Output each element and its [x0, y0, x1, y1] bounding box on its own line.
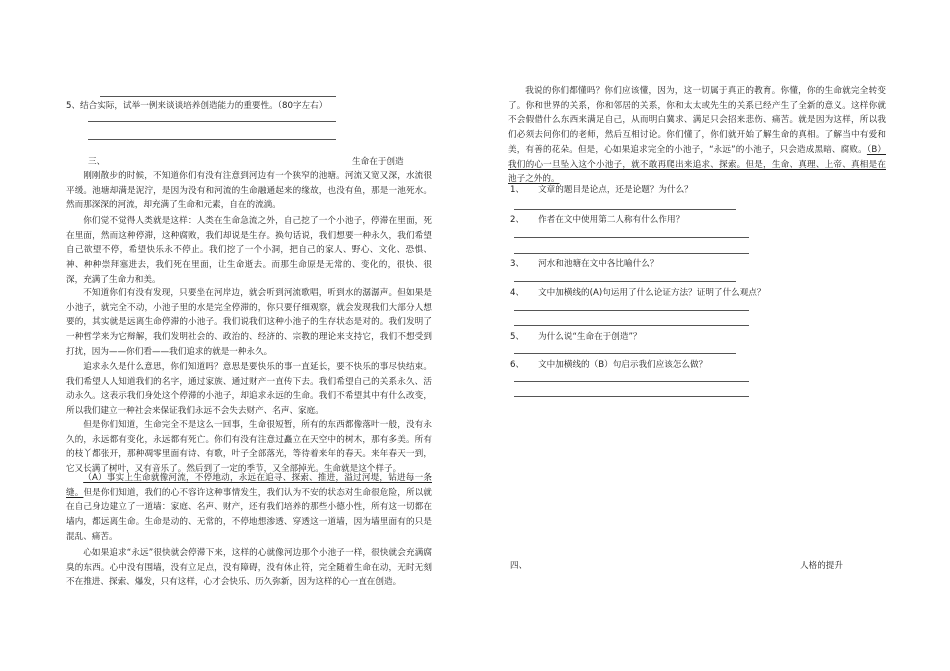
- answer-line: [514, 396, 749, 397]
- question-text: 文中加横线的（B）句启示我们应该怎么做？: [538, 360, 708, 370]
- paragraph-2: 你们觉不觉得人类就是这样：人类在生命急流之外，自己挖了一个小池子，停滞在里面，死在里面，然而这种停滞，这种腐败，我们却说是生存。换句话说，我们想要一种永久，我们希望自己欲望不停，希望快乐永不停止。我们挖了一个小洞，把自己的家人、野心、文化、恐惧、神、种种崇拜塞进去，我们死在里面，让生命逝去。而那生命原是无常的、变化的，很快、很深，充满了生命力和美。: [66, 216, 432, 285]
- paragraph-4: 追求永久是什么意思，你们知道吗？意思是要快乐的事一直延长，要不快乐的事尽快结束。我们希望人人知道我们的名字，通过家族、通过财产一直传下去。我们希望自己的关系永久、活动永久。这表示我们身处这个停滞的小池子，却追求永远的生命。我们不希望其中有什么改变，所以我们建立一种社会来保证我们永远不会失去财产、名声、家庭。: [66, 362, 432, 417]
- paragraph-a-rest: 但是你们知道，我们的心不容许这种事情发生，我们认为不安的状态对生命很危险，所以就在自己身边建立了一道墙：家庭、名声、财产，还有我们培养的那些小德小性，所有这一切都在墙内，都远离生命。生命是动的、无常的，不停地想渗透、穿透这一道墙，因为墙里面有的只是混乱、痛苦。: [66, 487, 432, 542]
- section-4-title: 人格的提升: [800, 561, 843, 571]
- question-text: 作者在文中使用第二人称有什么作用？: [538, 215, 685, 225]
- question-1: [510, 183, 693, 197]
- question-text: 河水和池塘在文中各比喻什么？: [538, 259, 659, 269]
- underlined-sentence-a: （A）事实上生命就像河流，不停地动，永远在追寻、探索、推进，溢过河堤，钻进每一条缝。: [66, 473, 432, 498]
- answer-line: [88, 139, 336, 140]
- answer-line: [514, 310, 749, 311]
- question-text: 文中加横线的(A)句运用了什么论证方法？证明了什么观点？: [538, 288, 766, 298]
- question-5: [510, 330, 642, 344]
- question-text: 为什么说“生命在于创造”？: [538, 332, 642, 342]
- answer-line: [514, 325, 749, 326]
- section-4-number: 四、: [510, 561, 528, 571]
- question-4: [510, 286, 766, 300]
- answer-line: [514, 209, 736, 210]
- underlined-sentence-b: （B）我们的心一旦坠入这个小池子，就不敢再爬出来追求、探索。但是，生命、真理、上帝、真相是在池子之外的。: [508, 144, 886, 185]
- question-3: [510, 257, 658, 271]
- paragraph-b-intro: 我说的你们都懂吗？你们应该懂，因为，这一切属于真正的教育。你懂，你的生命就完全转变了。你和世界的关系，你和邻居的关系，你和太太或先生的关系已经产生了全新的意义。这样你就不会假借什么东西来满足自己，从而明白冀求、满足只会招来悲伤、痛苦。就是因为这样，所以我们必须去问你们的老师，然后互相讨论。你们懂了，你们就开始了解生命的真相。了解当中有爱和美，有善的花朵。但是，心如果追求完全的小池子，“永远”的小池子，只会造成黑暗、腐败。: [508, 86, 886, 155]
- question-5: 5、结合实际，试举一例来谈谈培养创造能力的重要性。（80字左右）: [66, 101, 328, 111]
- question-number: 3、: [510, 259, 525, 269]
- answer-line: [514, 381, 749, 382]
- answer-line: [514, 353, 736, 354]
- paragraph-a: [66, 471, 432, 545]
- answer-line: [514, 281, 736, 282]
- question-6: [510, 358, 707, 372]
- question-2: [510, 213, 684, 227]
- answer-line: [88, 121, 336, 122]
- answer-line: [514, 237, 749, 238]
- paragraph-5: 但是你们知道，生命完全不是这么一回事，生命很短暂，所有的东西都像落叶一般，没有永久的，永远都有变化，永远都有死亡。你们有没有注意过矗立在天空中的树木，那有多美。所有的枝丫都张开，那种凋零里面有诗、有歌，叶子全部落光，等待着来年的春天。来年春天一到，它又长满了树叶，又有音乐了。然后到了一定的季节，又全部掉光。生命就是这个样子。: [66, 420, 432, 475]
- answer-line: [100, 96, 336, 97]
- paragraph-3: 不知道你们有没有发现，只要坐在河岸边，就会听到河流歌唱，听到水的潺潺声。但如果是小池子，就完全不动，小池子里的水是完全停滞的，你只要仔细观察，就会发现我们大部分人想要的，其实就是远离生命停滞的小池子。我们说我们这种小池子的生存状态是对的。我们发明了一种哲学来为它辩解，我们发明社会的、政治的、经济的、宗教的理论来支持它，我们不想受到打扰，因为——你们看——我们追求的就是一种永久。: [66, 288, 432, 357]
- question-number: 5、: [510, 332, 525, 342]
- section-3-title: 生命在于创造: [352, 157, 404, 167]
- answer-line: [514, 253, 749, 254]
- paragraph-b: [508, 84, 886, 187]
- paragraph-1: 刚刚散步的时候，不知道你们有没有注意到河边有一个狭窄的池塘。河流又宽又深，水流很平缓。池塘却满是泥泞，是因为没有和河流的生命融通起来的缘故，也没有鱼，那是一池死水。然而那深深的河流，却充满了生命和元素，自在的流淌。: [66, 171, 432, 211]
- section-3-number: 三、: [88, 157, 106, 167]
- question-text: 文章的题目是论点，还是论题？为什么？: [538, 185, 693, 195]
- question-number: 6、: [510, 360, 525, 370]
- question-number: 1、: [510, 185, 525, 195]
- question-number: 2、: [510, 215, 525, 225]
- paragraph-last: 心如果追求“永远”很快就会停滞下来，这样的心就像河边那个小池子一样，很快就会充满腐臭的东西。心中没有围墙，没有立足点，没有障碍，没有休止符，完全随着生命在动，无时无刻不在推进、探索、爆发，只有这样，心才会快乐、历久弥新，因为这样的心一直在创造。: [66, 548, 432, 588]
- question-number: 4、: [510, 288, 525, 298]
